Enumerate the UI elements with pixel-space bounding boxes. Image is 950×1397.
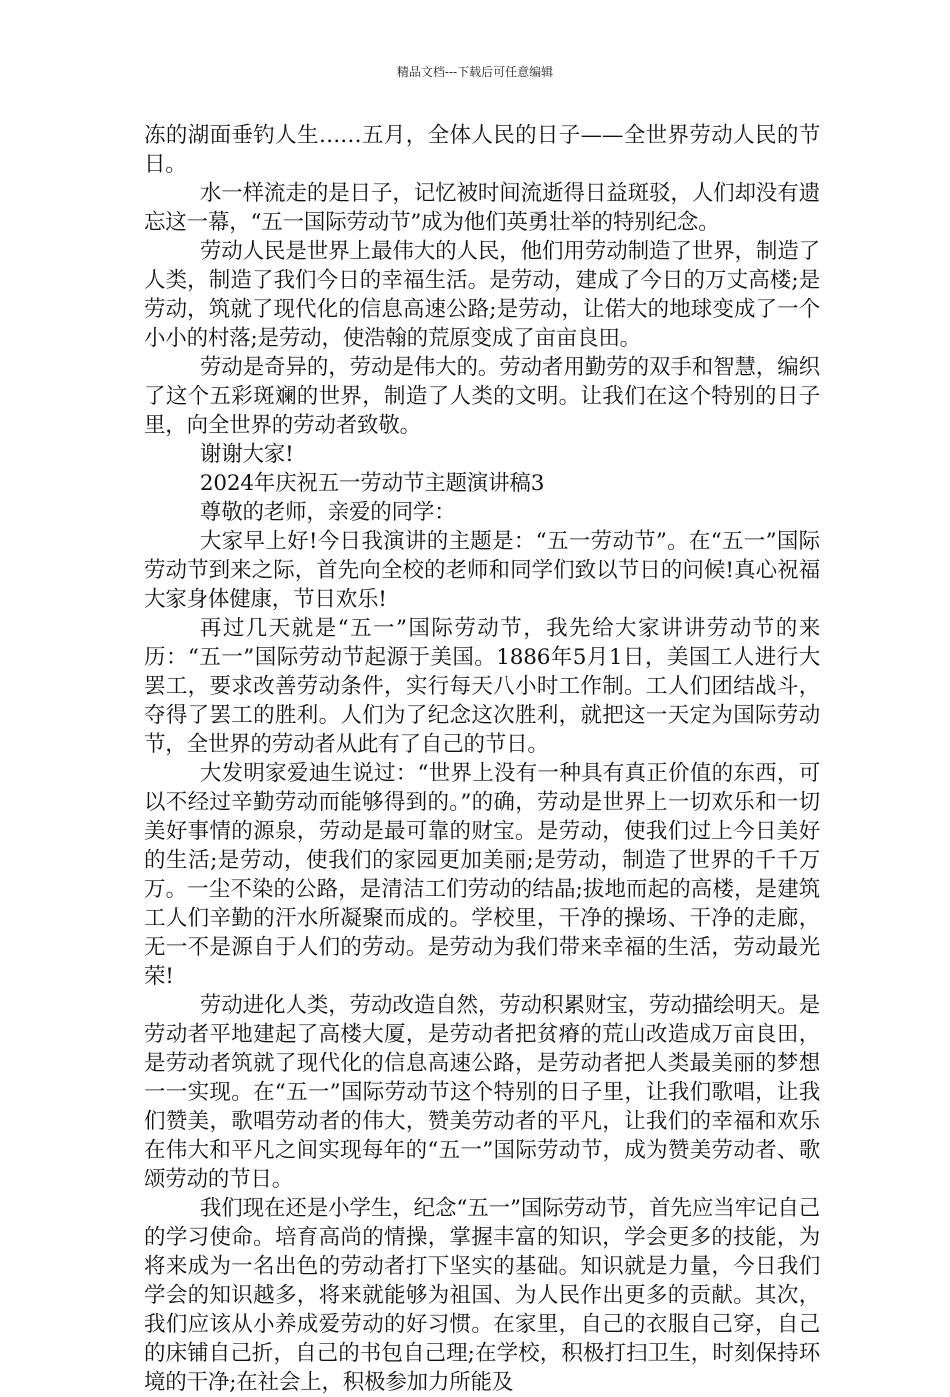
- paragraph: 我们现在还是小学生，纪念“五一”国际劳动节，首先应当牢记自己的学习使命。培育高尚的情操，掌握丰富的知识，学会更多的技能，为将来成为一名出色的劳动者打下坚实的基础。知识就是力量，今日我们学会的知识越多，将来就能够为祖国、为人民作出更多的贡献。其次，我们应该从小养成爱劳动的好习惯。在家里，自己的衣服自己穿，自己的床铺自己折，自己的书包自己理;在学校，积极打扫卫生，时刻保持环境的干净;在社会上，积极参加力所能及: [144, 1196, 820, 1395]
- page-header: 精品文档---下载后可任意编辑: [396, 65, 554, 79]
- paragraph-continuation: 冻的湖面垂钓人生……五月，全体人民的日子——全世界劳动人民的节日。: [144, 123, 820, 177]
- paragraph: 劳动是奇异的，劳动是伟大的。劳动者用勤劳的双手和智慧，编织了这个五彩斑斓的世界，制造了人类的文明。让我们在这个特别的日子里，向全世界的劳动者致敬。: [144, 355, 820, 438]
- document-body: [144, 121, 820, 1397]
- paragraph: 劳动人民是世界上最伟大的人民，他们用劳动制造了世界，制造了人类，制造了我们今日的幸福生活。是劳动，建成了今日的万丈高楼;是劳动，筑就了现代化的信息高速公路;是劳动，让偌大的地球变成了一个小小的村落;是劳动，使浩翰的荒原变成了亩亩良田。: [144, 239, 820, 351]
- paragraph: 劳动进化人类，劳动改造自然，劳动积累财宝，劳动描绘明天。是劳动者平地建起了高楼大厦，是劳动者把贫瘠的荒山改造成万亩良田，是劳动者筑就了现代化的信息高速公路，是劳动者把人类最美丽的梦想一一实现。在“五一”国际劳动节这个特别的日子里，让我们歌唱，让我们赞美，歌唱劳动者的伟大，赞美劳动者的平凡，让我们的幸福和欢乐在伟大和平凡之间实现每年的“五一”国际劳动节，成为赞美劳动者、歌颂劳动的节日。: [144, 993, 820, 1192]
- paragraph: 大家早上好!今日我演讲的主题是：“五一劳动节”。在“五一”国际劳动节到来之际，首先向全校的老师和同学们致以节日的问候!真心祝福大家身体健康，节日欢乐!: [144, 529, 820, 612]
- paragraph: 水一样流走的是日子，记忆被时间流逝得日益斑驳，人们却没有遗忘这一幕，“五一国际劳动节”成为他们英勇壮举的特别纪念。: [144, 181, 820, 235]
- speech-title: 2024年庆祝五一劳动节主题演讲稿3: [199, 471, 545, 496]
- salutation: 尊敬的老师，亲爱的同学：: [199, 500, 456, 525]
- closing-thanks: 谢谢大家!: [199, 442, 294, 467]
- paragraph: 大发明家爱迪生说过：“世界上没有一种具有真正价值的东西，可以不经过辛勤劳动而能够得到的。”的确，劳动是世界上一切欢乐和一切美好事情的源泉，劳动是最可靠的财宝。是劳动，使我们过上今日美好的生活;是劳动，使我们的家园更加美丽;是劳动，制造了世界的千千万万。一尘不染的公路，是清洁工们劳动的结晶;拔地而起的高楼，是建筑工人们辛勤的汗水所凝聚而成的。学校里，干净的操场、干净的走廊，无一不是源自于人们的劳动。是劳动为我们带来幸福的生活，劳动最光荣!: [144, 761, 820, 989]
- paragraph: 再过几天就是“五一”国际劳动节，我先给大家讲讲劳动节的来历：“五一”国际劳动节起源于美国。1886年5月1日，美国工人进行大罢工，要求改善劳动条件，实行每天八小时工作制。工人们团结战斗，夺得了罢工的胜利。人们为了纪念这次胜利，就把这一天定为国际劳动节，全世界的劳动者从此有了自己的节日。: [144, 616, 820, 757]
